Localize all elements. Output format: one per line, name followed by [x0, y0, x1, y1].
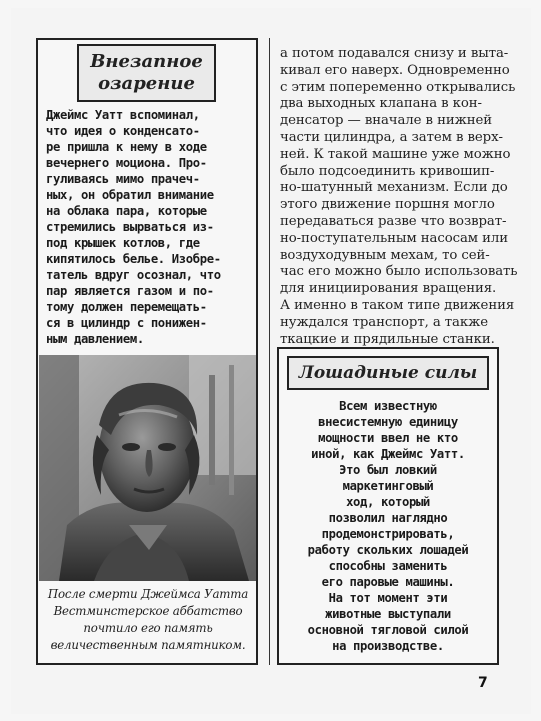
body-text-line: нуждался транспорт, а также — [280, 314, 488, 330]
sudden-insight-line: ре пришла к нему в ходе — [46, 140, 207, 154]
horsepower-line: маркетинговый — [342, 479, 434, 493]
body-text-line: ткацкие и прядильные станки. — [280, 331, 495, 347]
body-text-line: А именно в таком типе движения — [280, 298, 515, 313]
body-text-line: воздуходувным мехам, то сей- — [280, 247, 490, 263]
horsepower-line: Это был ловкий — [339, 463, 437, 477]
sudden-insight-line: стремились вырваться из- — [46, 220, 214, 234]
body-text-line: части цилиндра, а затем в верх- — [280, 130, 503, 145]
sudden-insight-line: тому должен перемещать- — [46, 300, 207, 314]
sudden-insight-line: гуливаясь мимо прачеч- — [46, 172, 200, 186]
sudden-insight-title-line2: озарение — [98, 73, 195, 94]
horsepower-line: его паровые машины. — [321, 575, 455, 589]
body-text-line: а потом подавался снизу и выта- — [280, 46, 509, 61]
photo-caption-line: Вестминстерское аббатство — [53, 604, 243, 618]
watt-statue-photo — [39, 355, 256, 581]
body-text-line: передаваться разве что возврат- — [280, 214, 507, 229]
horsepower-line: иной, как Джеймс Уатт. — [311, 447, 465, 461]
horsepower-line: на производстве. — [332, 639, 444, 653]
horsepower-line: позволил наглядно — [328, 511, 448, 525]
sudden-insight-line: кипятилось белье. Изобре- — [46, 252, 221, 266]
horsepower-line: мощности ввел не кто — [318, 431, 458, 445]
horsepower-line: животные выступали — [325, 607, 451, 621]
horsepower-line: На тот момент эти — [328, 591, 448, 605]
horsepower-text — [279, 399, 497, 659]
horsepower-line: продемонстрировать, — [321, 527, 455, 541]
sudden-insight-title-line1: Внезапное — [90, 51, 203, 72]
body-text-line: ней. К такой машине уже можно — [280, 146, 511, 162]
photo-caption-line: величественным памятником. — [50, 638, 246, 652]
body-text-line: но-шатунный механизм. Если до — [280, 180, 508, 196]
body-text-line: для инициирования вращения. — [280, 281, 497, 297]
sudden-insight-line: ным давлением. — [46, 332, 144, 346]
photo-caption — [38, 587, 258, 659]
sudden-insight-line: татель вдруг осознал, что — [46, 268, 221, 282]
sudden-insight-line: ся в цилиндр с понижен- — [46, 316, 207, 330]
sudden-insight-line: что идея о конденсато- — [46, 124, 200, 138]
body-text-line: но-поступательным насосам или — [280, 230, 509, 246]
sudden-insight-line: вечернего моциона. Про- — [46, 156, 207, 170]
sudden-insight-line: Джеймс Уатт вспоминал, — [46, 108, 200, 122]
horsepower-line: Всем известную — [339, 399, 437, 413]
sudden-insight-line: ных, он обратил внимание — [46, 188, 214, 202]
sudden-insight-text — [46, 108, 256, 353]
horsepower-line: основной тягловой силой — [307, 623, 469, 637]
column-divider — [269, 38, 270, 665]
body-text-line: с этим попеременно открывались — [280, 79, 516, 95]
horsepower-line: внесистемную единицу — [318, 415, 458, 429]
horsepower-line: работу скольких лошадей — [307, 543, 469, 557]
sudden-insight-line: пар является газом и по- — [46, 284, 214, 298]
body-text-line: денсатор — вначале в нижней — [280, 113, 493, 129]
photo-caption-line: После смерти Джеймса Уатта — [47, 587, 249, 601]
photo-caption-line: почтило его память — [83, 621, 213, 635]
sudden-insight-line: под крышек котлов, где — [46, 236, 200, 250]
body-text-line: кивал его наверх. Одновременно — [280, 62, 510, 78]
body-text-line: два выходных клапана в кон- — [280, 96, 482, 112]
horsepower-line: ход, который — [346, 495, 430, 509]
body-text-line: было подсоединить кривошип- — [280, 163, 495, 179]
horsepower-title-box — [287, 356, 489, 390]
horsepower-title: Лошадиные силы — [298, 363, 478, 383]
body-text-line: час его можно было использовать — [280, 264, 518, 280]
body-text — [280, 46, 518, 347]
horsepower-line: способны заменить — [328, 559, 448, 573]
page-number: 7 — [478, 675, 488, 691]
body-text-line: этого движение поршня могло — [280, 197, 495, 213]
sudden-insight-line: на облака пара, которые — [46, 204, 207, 218]
sudden-insight-title-box — [77, 44, 216, 102]
